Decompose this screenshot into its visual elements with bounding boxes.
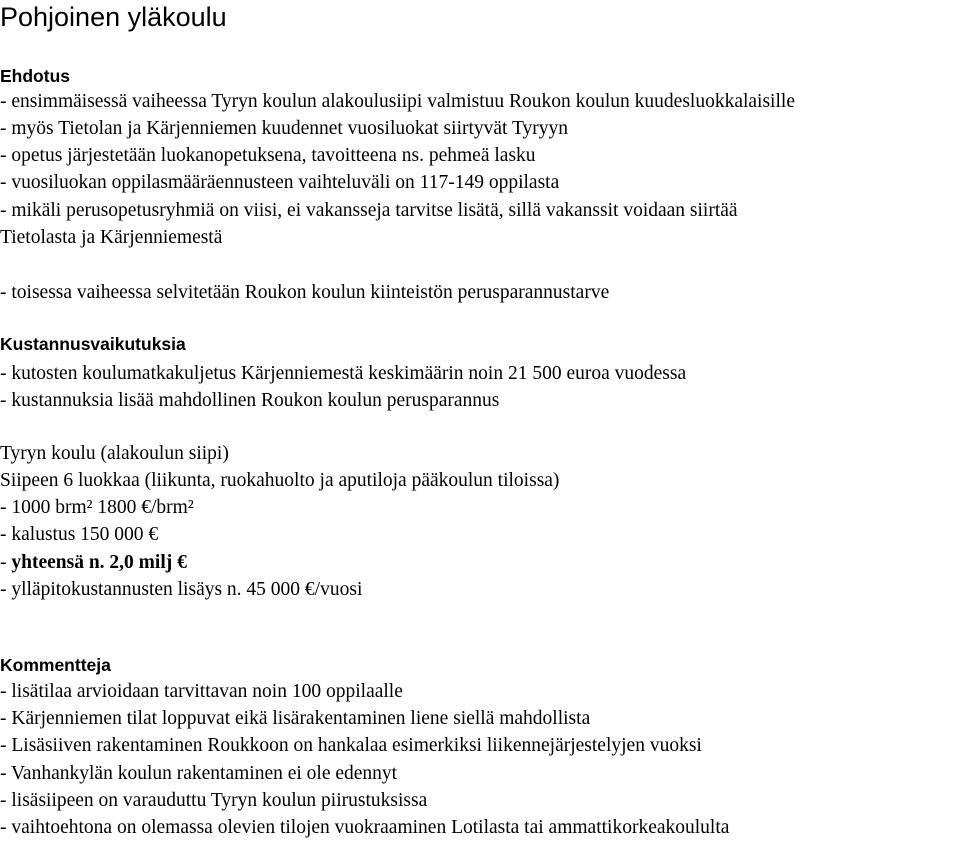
comment-line: - vaihtoehtona on olemassa olevien tilojen vuokraaminen Lotilasta tai ammattikorkeakoululta <box>0 817 730 838</box>
ehdotus-line: Tietolasta ja Kärjenniemestä <box>0 227 223 248</box>
comment-line: - lisätilaa arvioidaan tarvittavan noin 100 oppilaalle <box>0 681 403 702</box>
section-heading-ehdotus: Ehdotus <box>0 66 70 86</box>
total-cost-value: yhteensä n. 2,0 milj € <box>11 552 187 573</box>
cost-line: - kutosten koulumatkakuljetus Kärjenniemestä keskimäärin noin 21 500 euroa vuodessa <box>0 363 687 384</box>
page-title: Pohjoinen yläkoulu <box>0 2 227 32</box>
tyryn-line: - kalustus 150 000 € <box>0 524 159 545</box>
cost-line: - kustannuksia lisää mahdollinen Roukon koulun perusparannus <box>0 390 500 411</box>
ehdotus-line: - opetus järjestetään luokanopetuksena, tavoitteena ns. pehmeä lasku <box>0 145 536 166</box>
section-heading-kustannusvaikutuksia: Kustannusvaikutuksia <box>0 334 186 354</box>
total-cost-line <box>0 551 187 575</box>
ehdotus-line: - myös Tietolan ja Kärjenniemen kuudennet vuosiluokat siirtyvät Tyryyn <box>0 118 569 139</box>
comment-line: - Lisäsiiven rakentaminen Roukkoon on hankalaa esimerkiksi liikennejärjestelyjen vuoksi <box>0 735 702 756</box>
ehdotus-line: - vuosiluokan oppilasmääräennusteen vaihteluväli on 117-149 oppilasta <box>0 172 560 193</box>
comment-line: - lisäsiipeen on varauduttu Tyryn koulun piirustuksissa <box>0 790 428 811</box>
comment-line: - Kärjenniemen tilat loppuvat eikä lisärakentaminen liene siellä mahdollista <box>0 708 591 729</box>
comment-line: - Vanhankylän koulun rakentaminen ei ole edennyt <box>0 763 398 784</box>
tyryn-line: Siipeen 6 luokkaa (liikunta, ruokahuolto ja aputiloja pääkoulun tiloissa) <box>0 470 560 491</box>
tyryn-line: Tyryn koulu (alakoulun siipi) <box>0 443 229 464</box>
ehdotus-line: - ensimmäisessä vaiheessa Tyryn koulun alakoulusiipi valmistuu Roukon koulun kuudesluokkalaisille <box>0 91 795 112</box>
section-heading-kommentteja: Kommentteja <box>0 655 111 675</box>
maintenance-cost-line: - ylläpitokustannusten lisäys n. 45 000 €/vuosi <box>0 579 363 600</box>
ehdotus-line: - mikäli perusopetusryhmiä on viisi, ei vakansseja tarvitse lisätä, sillä vakanssit voidaan siirtää <box>0 200 738 221</box>
tyryn-line: - 1000 brm² 1800 €/brm² <box>0 497 194 518</box>
total-cost-prefix: - <box>0 552 12 573</box>
ehdotus-line: - toisessa vaiheessa selvitetään Roukon koulun kiinteistön perusparannustarve <box>0 282 610 303</box>
